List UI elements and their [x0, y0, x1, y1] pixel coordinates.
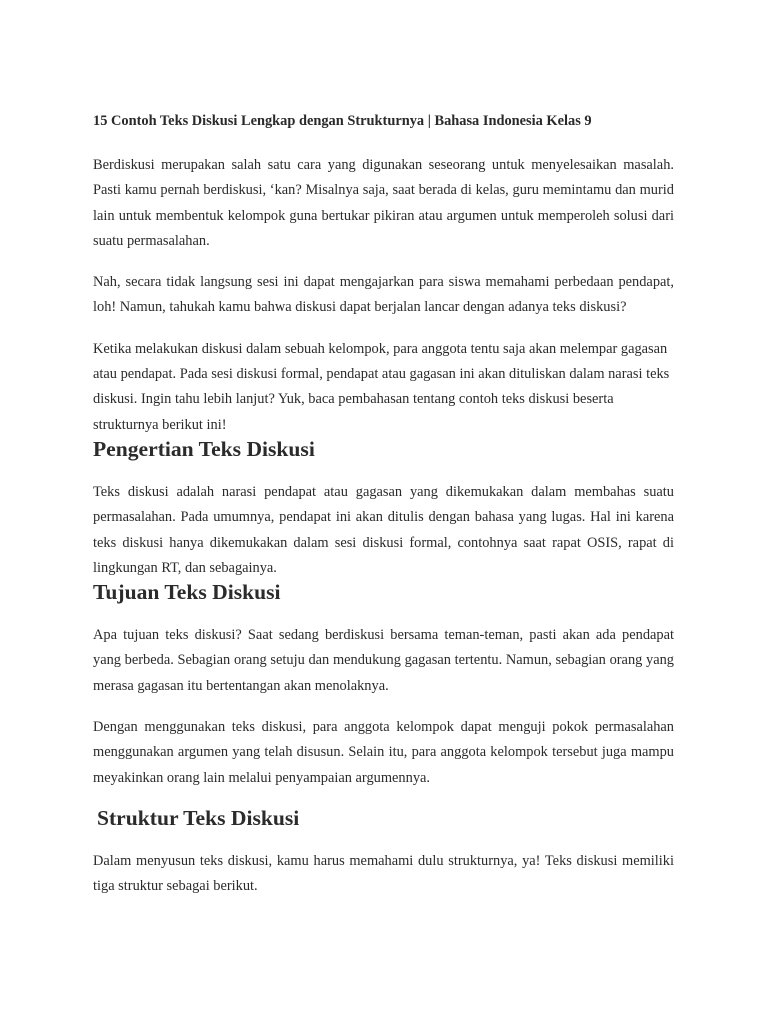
paragraph-tujuan-1: Apa tujuan teks diskusi? Saat sedang berdiskusi bersama teman-teman, pasti akan ada pendapat yang berbeda. Sebagian orang setuju dan mendukung gagasan tertentu. Namun, sebagian orang yang merasa gagasan itu bertentangan akan menolaknya.: [93, 627, 674, 694]
heading-struktur: Struktur Teks Diskusi: [97, 805, 300, 830]
paragraph-intro-3: Ketika melakukan diskusi dalam sebuah kelompok, para anggota tentu saja akan melempar gagasan atau pendapat. Pada sesi diskusi formal, pendapat atau gagasan ini akan dituliskan dalam narasi teks diskusi. Ingin tahu lebih lanjut? Yuk, baca pembahasan tentang contoh teks diskusi beserta strukturnya berikut ini!: [93, 340, 670, 433]
paragraph-intro-2: Nah, secara tidak langsung sesi ini dapat mengajarkan para siswa memahami perbedaan pendapat, loh! Namun, tahukah kamu bahwa diskusi dapat berjalan lancar dengan adanya teks diskusi?: [93, 274, 674, 316]
heading-pengertian: Pengertian Teks Diskusi: [93, 436, 315, 461]
paragraph-struktur: Dalam menyusun teks diskusi, kamu harus memahami dulu strukturnya, ya! Teks diskusi memiliki tiga struktur sebagai berikut.: [93, 852, 674, 895]
heading-tujuan: Tujuan Teks Diskusi: [93, 580, 281, 605]
paragraph-pengertian: Teks diskusi adalah narasi pendapat atau gagasan yang dikemukakan dalam membahas suatu permasalahan. Pada umumnya, pendapat ini akan ditulis dengan bahasa yang lugas. Hal ini karena teks diskusi hanya dikemukakan dalam sesi diskusi formal, contohnya saat rapat OSIS, rapat di lingkungan RT, dan sebagainya.: [93, 483, 674, 576]
paragraph-tujuan-2: Dengan menggunakan teks diskusi, para anggota kelompok dapat menguji pokok permasalahan menggunakan argumen yang telah disusun. Selain itu, para anggota kelompok tersebut juga mampu meyakinkan orang lain melalui penyampaian argumennya.: [93, 719, 674, 786]
paragraph-intro-1: Berdiskusi merupakan salah satu cara yang digunakan seseorang untuk menyelesaikan masalah. Pasti kamu pernah berdiskusi, ‘kan? Misalnya saja, saat berada di kelas, guru memintamu dan murid lain untuk membentuk kelompok guna bertukar pikiran atau argumen untuk memperoleh solusi dari suatu permasalahan.: [93, 157, 674, 249]
document-title: 15 Contoh Teks Diskusi Lengkap dengan Strukturnya | Bahasa Indonesia Kelas 9: [93, 113, 592, 129]
